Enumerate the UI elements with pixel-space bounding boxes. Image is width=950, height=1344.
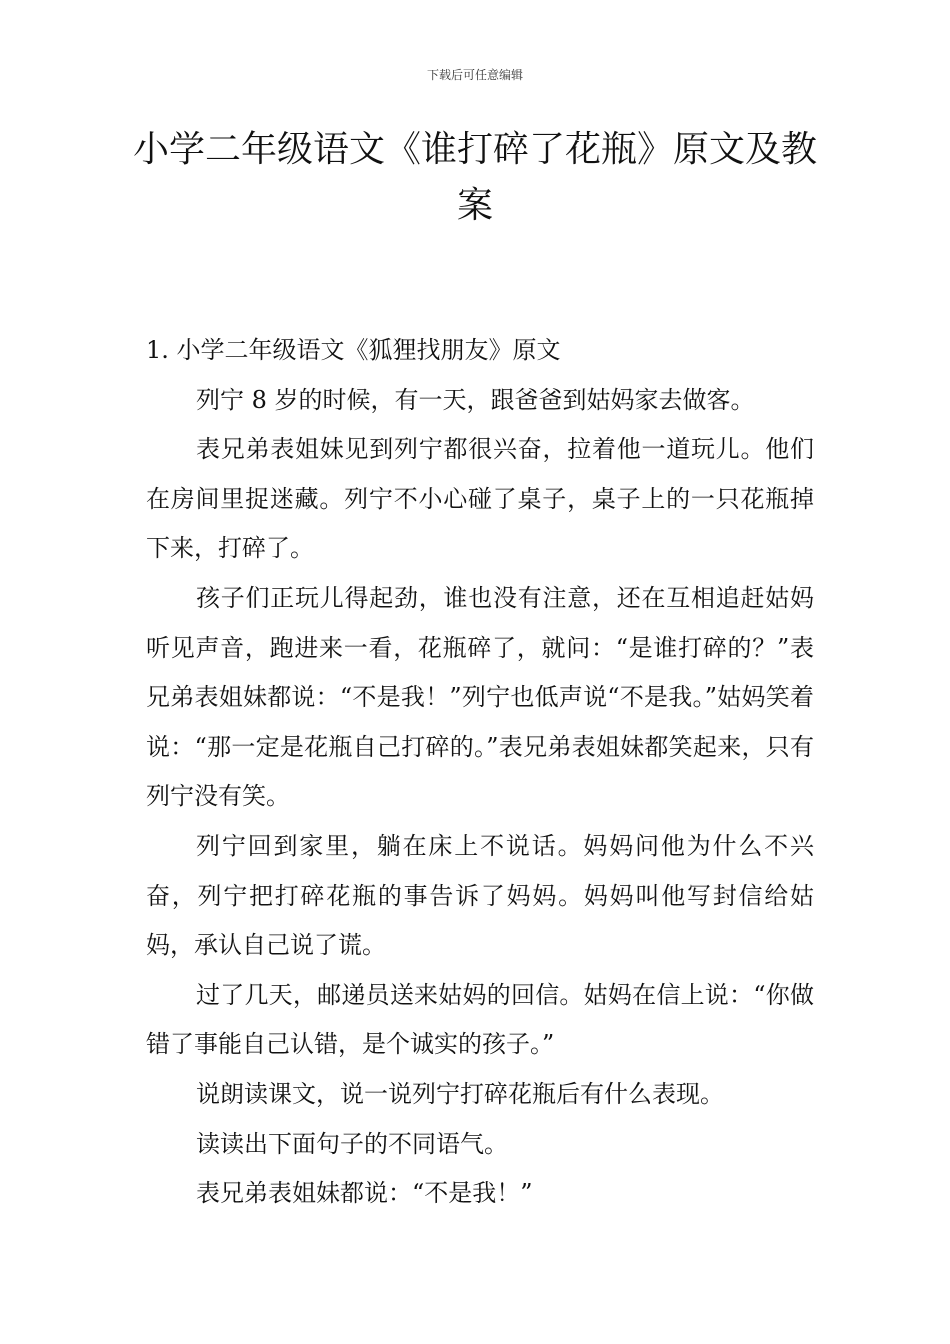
document-body [146, 326, 814, 1219]
document-title: 小学二年级语文《谁打碎了花瓶》原文及教案 [132, 129, 817, 226]
paragraph-4: 列宁回到家里，躺在床上不说话。妈妈问他为什么不兴奋，列宁把打碎花瓶的事告诉了妈妈。妈妈叫他写封信给姑妈，承认自己说了谎。 [146, 831, 814, 960]
paragraph-7: 读读出下面句子的不同语气。 [196, 1129, 508, 1158]
paragraph-8: 表兄弟表姐妹都说：“不是我！” [196, 1179, 533, 1208]
section-heading: 1. 小学二年级语文《狐狸找朋友》原文 [146, 336, 561, 364]
paragraph-1: 列宁 8 岁的时候，有一天，跟爸爸到姑妈家去做客。 [196, 385, 755, 414]
paragraph-2: 表兄弟表姐妹见到列宁都很兴奋，拉着他一道玩儿。他们在房间里捉迷藏。列宁不小心碰了桌子，桌子上的一只花瓶掉下来，打碎了。 [146, 435, 814, 563]
paragraph-6: 说朗读课文，说一说列宁打碎花瓶后有什么表现。 [196, 1079, 724, 1108]
paragraph-5: 过了几天，邮递员送来姑妈的回信。姑妈在信上说：“你做错了事能自己认错，是个诚实的孩子。” [146, 980, 814, 1059]
header-note: 下载后可任意编辑 [426, 68, 523, 82]
paragraph-3: 孩子们正玩儿得起劲，谁也没有注意，还在互相追赶姑妈听见声音，跑进来一看，花瓶碎了，就问：“是谁打碎的？”表兄弟表姐妹都说：“不是我！”列宁也低声说“不是我。”姑妈笑着说：“那一定是花瓶自己打碎的。”表兄弟表姐妹都笑起来，只有列宁没有笑。 [146, 583, 814, 811]
